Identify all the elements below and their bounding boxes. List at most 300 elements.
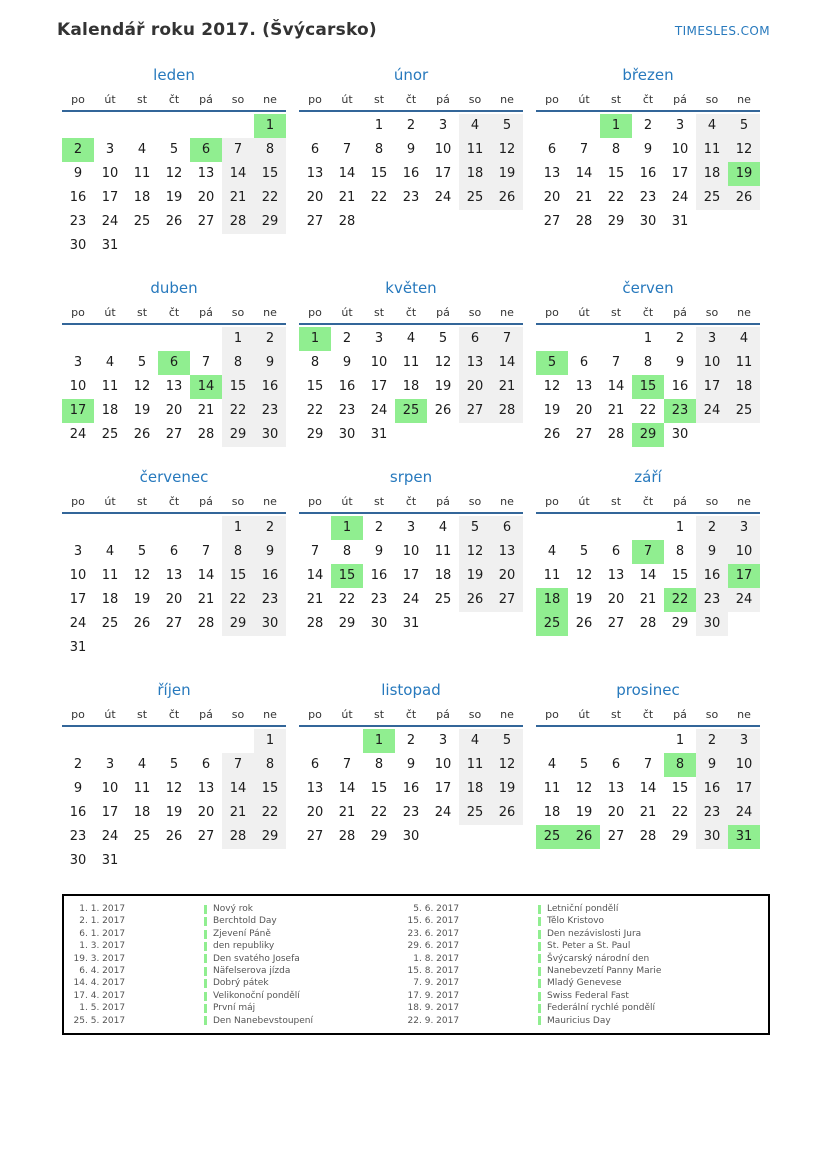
- day-cell: 7: [491, 327, 523, 351]
- legend-holiday-label: Federální rychlé pondělí: [547, 1003, 656, 1014]
- day-cell: 27: [543, 214, 561, 229]
- week-row: [536, 327, 760, 351]
- legend-holiday-name: [538, 903, 618, 915]
- weekday-header: so: [468, 708, 482, 721]
- day-cell: 22: [370, 805, 388, 820]
- day-cell: 8: [675, 544, 685, 559]
- day-cell: [568, 327, 600, 351]
- day-cell: 18: [459, 777, 491, 801]
- day-cell: 4: [137, 142, 147, 157]
- day-cell: 18: [101, 592, 119, 607]
- legend-row: [72, 953, 760, 965]
- holiday-marker-icon: [538, 905, 541, 914]
- weekday-header: so: [231, 306, 245, 319]
- day-cell: 14: [607, 379, 625, 394]
- day-cell: 14: [222, 162, 254, 186]
- day-cell: 20: [306, 190, 324, 205]
- weekday-header: po: [308, 93, 322, 106]
- week-row: [299, 351, 523, 375]
- day-cell: 8: [222, 351, 254, 375]
- weeks: [536, 729, 760, 849]
- day-cell: 27: [607, 829, 625, 844]
- day-cell: 21: [306, 592, 324, 607]
- month-duben: [62, 279, 286, 447]
- legend-holiday-label: Den svatého Josefa: [213, 953, 300, 964]
- legend-holiday-name: [538, 915, 604, 927]
- month-title: únor: [393, 66, 429, 84]
- day-cell: [126, 636, 158, 660]
- weekday-header: po: [71, 495, 85, 508]
- day-cell: [158, 636, 190, 660]
- day-cell: 12: [728, 138, 760, 162]
- legend-holiday-name: [538, 990, 629, 1002]
- weekday-header: st: [136, 495, 148, 508]
- week-row: [536, 729, 760, 753]
- legend-date-day: 5: [413, 904, 419, 914]
- weekday-header: čt: [405, 306, 417, 319]
- day-cell: 12: [434, 355, 452, 370]
- day-cell: 13: [165, 379, 183, 394]
- day-cell: 4: [696, 114, 728, 138]
- holiday-marker-icon: [538, 930, 541, 939]
- weekday-header-row: [62, 708, 286, 727]
- day-cell: 27: [607, 616, 625, 631]
- day-cell: 3: [406, 520, 416, 535]
- week-row: [62, 138, 286, 162]
- day-cell: 12: [575, 568, 593, 583]
- day-cell: 7: [579, 142, 589, 157]
- legend-holiday-name: [204, 1002, 406, 1014]
- day-cell: 20: [491, 564, 523, 588]
- day-cell: 27: [197, 214, 215, 229]
- legend-date-day: 14: [73, 978, 85, 989]
- week-row: [62, 234, 286, 258]
- week-row: [62, 825, 286, 849]
- holiday-marker-icon: [538, 942, 541, 951]
- weekday-header-row: [62, 495, 286, 514]
- legend-date-rest: . 9. 2017: [419, 1015, 460, 1026]
- holiday-marker-icon: [538, 954, 541, 963]
- day-cell: [126, 729, 158, 753]
- day-cell: 6: [547, 142, 557, 157]
- holiday-marker-icon: [204, 905, 207, 914]
- day-cell: 21: [197, 592, 215, 607]
- day-cell: [536, 327, 568, 351]
- day-cell: 30: [69, 853, 87, 868]
- day-cell: [126, 516, 158, 540]
- week-row: [299, 825, 523, 849]
- day-cell: 26: [491, 186, 523, 210]
- day-cell: 10: [101, 781, 119, 796]
- day-cell: 28: [607, 427, 625, 442]
- day-cell: 6: [310, 142, 320, 157]
- legend-date-rest: . 8. 2017: [419, 953, 460, 964]
- day-cell: 5: [169, 142, 179, 157]
- weekday-header-row: [299, 708, 523, 727]
- months-row: [62, 468, 770, 660]
- legend-row: [72, 903, 760, 915]
- day-cell: 25: [101, 616, 119, 631]
- legend-holiday-name: [538, 953, 649, 965]
- day-cell: 25: [133, 214, 151, 229]
- day-cell: 19: [165, 805, 183, 820]
- weekday-header: út: [341, 306, 353, 319]
- weekday-header: pá: [673, 708, 687, 721]
- week-row: [536, 540, 760, 564]
- day-cell: [222, 636, 254, 660]
- holiday-marker-icon: [204, 954, 207, 963]
- weekday-header: st: [373, 306, 385, 319]
- day-cell: 9: [675, 355, 685, 370]
- day-cell: 18: [696, 162, 728, 186]
- legend-date-day: 25: [73, 1015, 85, 1026]
- day-cell: [190, 729, 222, 753]
- weekday-header: pá: [673, 495, 687, 508]
- legend-date-rest: . 6. 2017: [419, 941, 460, 952]
- week-row: [536, 114, 760, 138]
- day-cell: 26: [575, 616, 593, 631]
- week-row: [62, 588, 286, 612]
- holiday-marker-icon: [538, 917, 541, 926]
- day-cell: 9: [406, 142, 416, 157]
- legend-date: [72, 1015, 204, 1027]
- day-cell: 22: [639, 403, 657, 418]
- day-cell: [568, 516, 600, 540]
- legend-date-rest: . 6. 2017: [419, 928, 460, 939]
- day-cell: 5: [536, 351, 568, 375]
- week-row: [536, 777, 760, 801]
- day-cell: 16: [402, 166, 420, 181]
- month-červenec: [62, 468, 286, 660]
- weekday-header: ne: [737, 708, 751, 721]
- day-cell: 9: [406, 757, 416, 772]
- legend-holiday-label: St. Peter a St. Paul: [547, 941, 631, 952]
- day-cell: 20: [607, 805, 625, 820]
- day-cell: 7: [342, 142, 352, 157]
- weekday-header: čt: [642, 93, 654, 106]
- day-cell: 2: [406, 733, 416, 748]
- holiday-marker-icon: [204, 979, 207, 988]
- month-únor: [299, 66, 523, 234]
- holiday-marker-icon: [204, 942, 207, 951]
- day-cell: [491, 825, 523, 849]
- day-cell: 15: [254, 162, 286, 186]
- day-cell: 27: [575, 427, 593, 442]
- day-cell: 19: [728, 162, 760, 186]
- day-cell: 10: [671, 142, 689, 157]
- day-cell: 23: [402, 190, 420, 205]
- legend-holiday-name: [204, 903, 406, 915]
- week-row: [536, 186, 760, 210]
- weekday-header: út: [578, 495, 590, 508]
- day-cell: 5: [579, 757, 589, 772]
- day-cell: 13: [491, 540, 523, 564]
- legend-date-day: 15: [407, 966, 419, 977]
- legend-row: [72, 940, 760, 952]
- day-cell: [536, 516, 568, 540]
- weekday-header-row: [536, 93, 760, 112]
- day-cell: [62, 327, 94, 351]
- legend-row: [72, 928, 760, 940]
- day-cell: 12: [133, 568, 151, 583]
- day-cell: 5: [491, 114, 523, 138]
- day-cell: 26: [133, 616, 151, 631]
- holiday-marker-icon: [538, 967, 541, 976]
- legend-row: [72, 915, 760, 927]
- weekday-header-row: [299, 306, 523, 325]
- day-cell: 10: [370, 355, 388, 370]
- legend-holiday-name: [538, 940, 630, 952]
- day-cell: 7: [643, 757, 653, 772]
- day-cell: 18: [434, 568, 452, 583]
- day-cell: 21: [338, 805, 356, 820]
- day-cell: 28: [639, 616, 657, 631]
- week-row: [536, 423, 760, 447]
- weekday-header: út: [341, 708, 353, 721]
- weeks: [62, 729, 286, 873]
- day-cell: [331, 114, 363, 138]
- legend-date-day: 1: [413, 953, 419, 964]
- day-cell: 24: [728, 588, 760, 612]
- weekday-header: čt: [405, 495, 417, 508]
- week-row: [62, 540, 286, 564]
- day-cell: 2: [62, 138, 94, 162]
- day-cell: [728, 423, 760, 447]
- day-cell: 24: [434, 805, 452, 820]
- day-cell: 2: [696, 516, 728, 540]
- weekday-header: út: [104, 708, 116, 721]
- week-row: [62, 114, 286, 138]
- day-cell: [158, 234, 190, 258]
- day-cell: 30: [370, 616, 388, 631]
- day-cell: 1: [331, 516, 363, 540]
- day-cell: 23: [664, 399, 696, 423]
- day-cell: 5: [137, 355, 147, 370]
- day-cell: 8: [611, 142, 621, 157]
- day-cell: 28: [338, 829, 356, 844]
- day-cell: 25: [536, 612, 568, 636]
- weekday-header: st: [136, 306, 148, 319]
- day-cell: 20: [543, 190, 561, 205]
- day-cell: 5: [169, 757, 179, 772]
- day-cell: [728, 210, 760, 234]
- weeks: [299, 729, 523, 849]
- day-cell: [427, 423, 459, 447]
- day-cell: 4: [728, 327, 760, 351]
- day-cell: 18: [536, 588, 568, 612]
- day-cell: 29: [338, 616, 356, 631]
- weekday-header-row: [536, 495, 760, 514]
- weeks: [299, 327, 523, 447]
- day-cell: 18: [101, 403, 119, 418]
- day-cell: 16: [639, 166, 657, 181]
- day-cell: 19: [133, 403, 151, 418]
- legend-holiday-label: První máj: [213, 1003, 256, 1014]
- day-cell: 14: [575, 166, 593, 181]
- day-cell: 1: [254, 729, 286, 753]
- day-cell: [696, 423, 728, 447]
- day-cell: 11: [402, 355, 420, 370]
- day-cell: 24: [370, 403, 388, 418]
- day-cell: 31: [101, 238, 119, 253]
- legend-row: [72, 990, 760, 1002]
- legend-date-day: 23: [407, 928, 419, 939]
- day-cell: [459, 423, 491, 447]
- day-cell: 20: [306, 805, 324, 820]
- day-cell: 2: [342, 331, 352, 346]
- week-row: [299, 612, 523, 636]
- weekday-header: út: [104, 495, 116, 508]
- day-cell: 26: [568, 825, 600, 849]
- page-header: [57, 20, 770, 40]
- week-row: [62, 564, 286, 588]
- day-cell: 22: [254, 801, 286, 825]
- day-cell: 9: [73, 166, 83, 181]
- day-cell: 14: [306, 568, 324, 583]
- week-row: [299, 801, 523, 825]
- weekday-header: út: [578, 708, 590, 721]
- holiday-marker-icon: [204, 1004, 207, 1013]
- day-cell: 2: [675, 331, 685, 346]
- month-listopad: [299, 681, 523, 849]
- day-cell: 11: [133, 781, 151, 796]
- legend-date-day: 17: [407, 990, 419, 1001]
- legend-date: [406, 928, 538, 940]
- day-cell: 27: [491, 588, 523, 612]
- legend-holiday-label: Den Nanebevstoupení: [213, 1015, 313, 1026]
- weekday-header: čt: [642, 306, 654, 319]
- day-cell: 12: [543, 379, 561, 394]
- day-cell: [158, 849, 190, 873]
- day-cell: 12: [491, 753, 523, 777]
- day-cell: 18: [728, 375, 760, 399]
- day-cell: 6: [459, 327, 491, 351]
- day-cell: 23: [338, 403, 356, 418]
- weekday-header: pá: [673, 93, 687, 106]
- day-cell: 27: [197, 829, 215, 844]
- legend-date-rest: . 5. 2017: [85, 1003, 126, 1014]
- weekday-header: ne: [737, 495, 751, 508]
- week-row: [299, 210, 523, 234]
- week-row: [299, 564, 523, 588]
- day-cell: 3: [374, 331, 384, 346]
- legend-holiday-label: Velikonoční pondělí: [213, 990, 300, 1001]
- month-title: červen: [622, 279, 674, 297]
- legend-date-day: 1: [79, 904, 85, 914]
- day-cell: [632, 516, 664, 540]
- months-row: [62, 279, 770, 447]
- weekday-header: st: [136, 93, 148, 106]
- weekday-header: po: [308, 306, 322, 319]
- day-cell: 8: [374, 142, 384, 157]
- weekday-header: ne: [263, 495, 277, 508]
- day-cell: 15: [306, 379, 324, 394]
- week-row: [536, 210, 760, 234]
- day-cell: 4: [438, 520, 448, 535]
- holiday-marker-icon: [204, 917, 207, 926]
- day-cell: 6: [579, 355, 589, 370]
- day-cell: 9: [342, 355, 352, 370]
- day-cell: 1: [675, 520, 685, 535]
- weekday-header-row: [62, 306, 286, 325]
- day-cell: 2: [643, 118, 653, 133]
- legend-date: [72, 928, 204, 940]
- day-cell: 29: [607, 214, 625, 229]
- weekday-header: po: [545, 93, 559, 106]
- legend-holiday-label: Švýcarský národní den: [547, 953, 650, 964]
- holiday-marker-icon: [204, 967, 207, 976]
- weekday-header: st: [610, 306, 622, 319]
- day-cell: 13: [165, 568, 183, 583]
- day-cell: 24: [69, 427, 87, 442]
- day-cell: 28: [338, 214, 356, 229]
- legend-holiday-label: Mladý Genevese: [547, 978, 622, 989]
- day-cell: 27: [165, 427, 183, 442]
- weekday-header-row: [299, 93, 523, 112]
- day-cell: 10: [728, 540, 760, 564]
- legend-holiday-label: den republiky: [213, 941, 275, 952]
- day-cell: [222, 234, 254, 258]
- day-cell: 29: [370, 829, 388, 844]
- weekday-header: st: [373, 708, 385, 721]
- legend-date-rest: . 9. 2017: [419, 1003, 460, 1014]
- day-cell: 19: [575, 592, 593, 607]
- weekday-header: ne: [500, 306, 514, 319]
- day-cell: 10: [728, 753, 760, 777]
- day-cell: [254, 849, 286, 873]
- week-row: [62, 327, 286, 351]
- week-row: [62, 801, 286, 825]
- day-cell: [491, 612, 523, 636]
- month-prosinec: [536, 681, 760, 849]
- day-cell: 7: [342, 757, 352, 772]
- day-cell: 18: [402, 379, 420, 394]
- day-cell: 6: [611, 544, 621, 559]
- weeks: [536, 516, 760, 636]
- legend-holiday-label: Nový rok: [213, 904, 253, 914]
- day-cell: [459, 210, 491, 234]
- weekday-header: út: [341, 93, 353, 106]
- day-cell: 3: [438, 733, 448, 748]
- day-cell: 14: [338, 166, 356, 181]
- legend-holiday-label: Den nezávislosti Jura: [547, 928, 642, 939]
- day-cell: [126, 849, 158, 873]
- week-row: [536, 351, 760, 375]
- day-cell: 3: [73, 544, 83, 559]
- week-row: [299, 114, 523, 138]
- day-cell: 12: [165, 781, 183, 796]
- site-link[interactable]: TIMESLES.COM: [674, 24, 770, 38]
- legend-date: [406, 915, 538, 927]
- day-cell: 26: [165, 214, 183, 229]
- weekday-header: ne: [500, 708, 514, 721]
- day-cell: 9: [643, 142, 653, 157]
- day-cell: 9: [73, 781, 83, 796]
- legend-date: [72, 990, 204, 1002]
- day-cell: 20: [607, 592, 625, 607]
- day-cell: 21: [575, 190, 593, 205]
- week-row: [62, 516, 286, 540]
- legend-holiday-name: [538, 977, 622, 989]
- day-cell: 12: [133, 379, 151, 394]
- day-cell: 6: [190, 138, 222, 162]
- holiday-marker-icon: [204, 992, 207, 1001]
- day-cell: 12: [491, 138, 523, 162]
- weekday-header: út: [578, 306, 590, 319]
- day-cell: 19: [575, 805, 593, 820]
- day-cell: [459, 825, 491, 849]
- day-cell: 26: [459, 588, 491, 612]
